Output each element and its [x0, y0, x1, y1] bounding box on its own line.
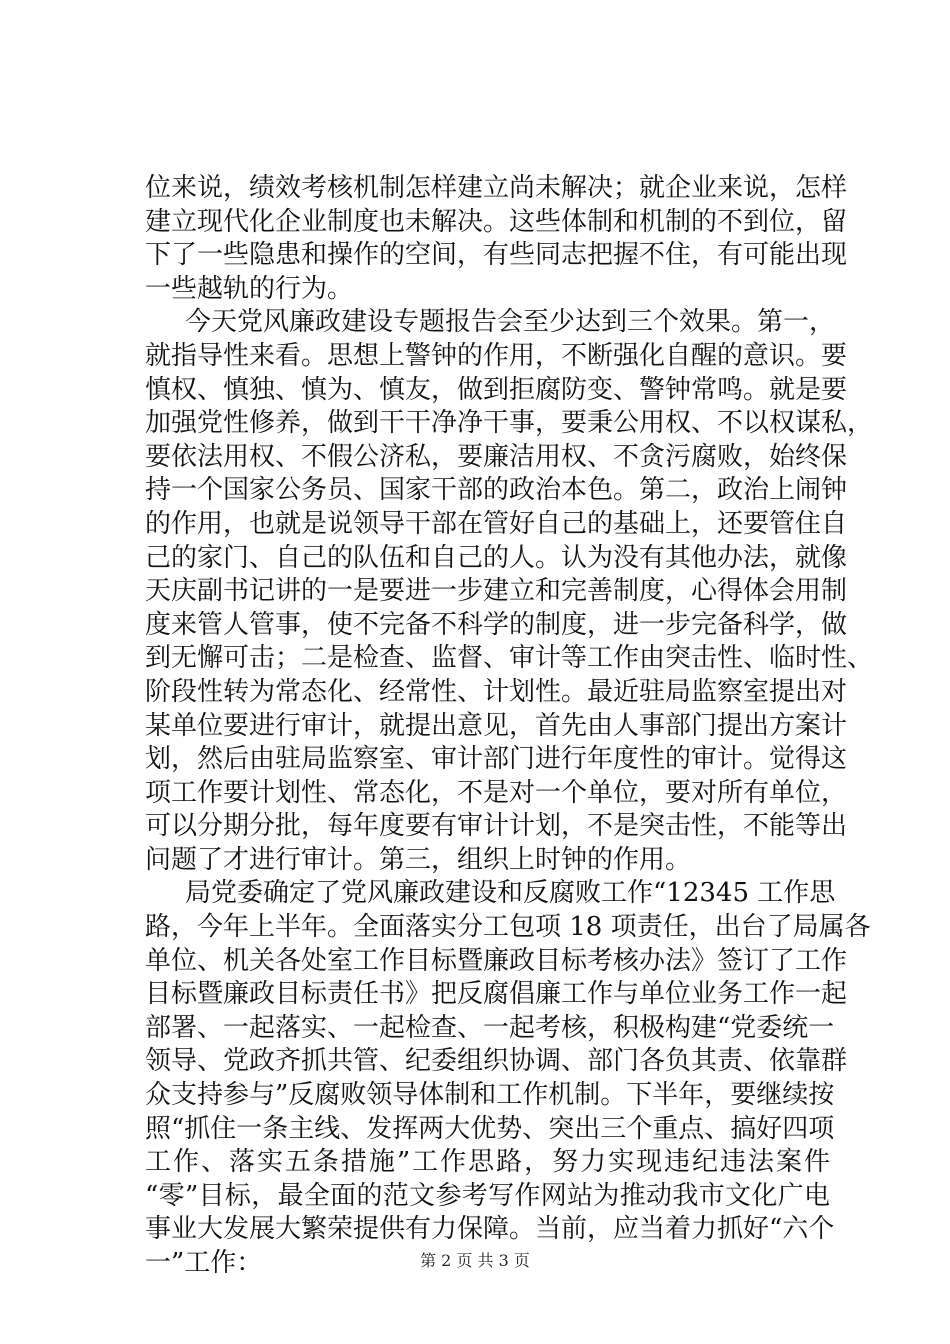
text-line: 事业大发展大繁荣提供有力保障。当前，应当着力抓好“六个: [145, 1214, 835, 1245]
text-line: 一”工作：: [145, 1248, 263, 1278]
text-line: 天庆副书记讲的一是要进一步建立和完善制度，心得体会用制: [145, 576, 848, 607]
text-line: 要依法用权、不假公济私，要廉洁用权、不贪污腐败，始终保: [145, 441, 848, 472]
text-line: 目标暨廉政目标责任书》把反腐倡廉工作与单位业务工作一起: [145, 979, 848, 1010]
text-line: 一些越轨的行为。: [145, 273, 354, 304]
text-line: 慎权、慎独、慎为、慎友，做到拒腐防变、警钟常鸣。就是要: [145, 374, 848, 405]
text-line: “零”目标，最全面的范文参考写作网站为推动我市文化广电: [145, 1180, 830, 1211]
text-line: 到无懈可击；二是检查、监督、审计等工作由突击性、临时性、: [145, 643, 874, 674]
text-line: 领导、党政齐抓共管、纪委组织协调、部门各负其责、依靠群: [145, 1046, 848, 1077]
page-number-footer: 第 2 页 共 3 页: [420, 1251, 530, 1270]
text-line: 己的家门、自己的队伍和自己的人。认为没有其他办法，就像: [145, 542, 848, 573]
text-line: 局党委确定了党风廉政建设和反腐败工作“12345 工作思: [185, 878, 836, 909]
paragraph-2: [145, 306, 874, 877]
text-line: 下了一些隐患和操作的空间，有些同志把握不住，有可能出现: [145, 240, 848, 271]
paragraph-3: [145, 877, 871, 1280]
text-line: 单位、机关各处室工作目标暨廉政目标考核办法》签订了工作: [145, 945, 848, 976]
text-line: 某单位要进行审计，就提出意见，首先由人事部门提出方案计: [145, 710, 848, 741]
text-line: 可以分期分批，每年度要有审计计划，不是突击性，不能等出: [145, 811, 848, 842]
text-line: 建立现代化企业制度也未解决。这些体制和机制的不到位，留: [145, 206, 848, 237]
text-line: 就指导性来看。思想上警钟的作用，不断强化自醒的意识。要: [145, 340, 848, 371]
text-line: 众支持参与”反腐败领导体制和工作机制。下半年，要继续按: [145, 1080, 835, 1111]
text-line: 持一个国家公务员、国家干部的政治本色。第二，政治上闹钟: [145, 475, 848, 506]
text-line: 阶段性转为常态化、经常性、计划性。最近驻局监察室提出对: [145, 676, 848, 707]
text-line: 照“抓住一条主线、发挥两大优势、突出三个重点、搞好四项: [145, 1113, 835, 1144]
text-line: 划，然后由驻局监察室、审计部门进行年度性的审计。觉得这: [145, 744, 848, 775]
text-line: 的作用，也就是说领导干部在管好自己的基础上，还要管住自: [145, 508, 848, 539]
text-line: 位来说，绩效考核机制怎样建立尚未解决；就企业来说，怎样: [145, 173, 848, 203]
text-line: 项工作要计划性、常态化，不是对一个单位，要对所有单位，: [145, 777, 848, 808]
text-line: 部署、一起落实、一起检查、一起考核，积极构建“党委统一: [145, 1012, 835, 1043]
text-line: 路，今年上半年。全面落实分工包项 18 项责任，出台了局属各: [145, 912, 871, 943]
document-body: [145, 172, 874, 1281]
paragraph-1: [145, 172, 848, 306]
text-line: 加强党性修养，做到干干净净干事，要秉公用权、不以权谋私，: [145, 408, 874, 439]
text-line: 工作、落实五条措施”工作思路，努力实现违纪违法案件: [145, 1147, 830, 1178]
text-line: 度来管人管事，使不完备不科学的制度，进一步完备科学，做: [145, 609, 848, 640]
text-line: 问题了才进行审计。第三，组织上时钟的作用。: [145, 844, 692, 875]
text-line: 今天党风廉政建设专题报告会至少达到三个效果。第一，: [185, 307, 836, 338]
